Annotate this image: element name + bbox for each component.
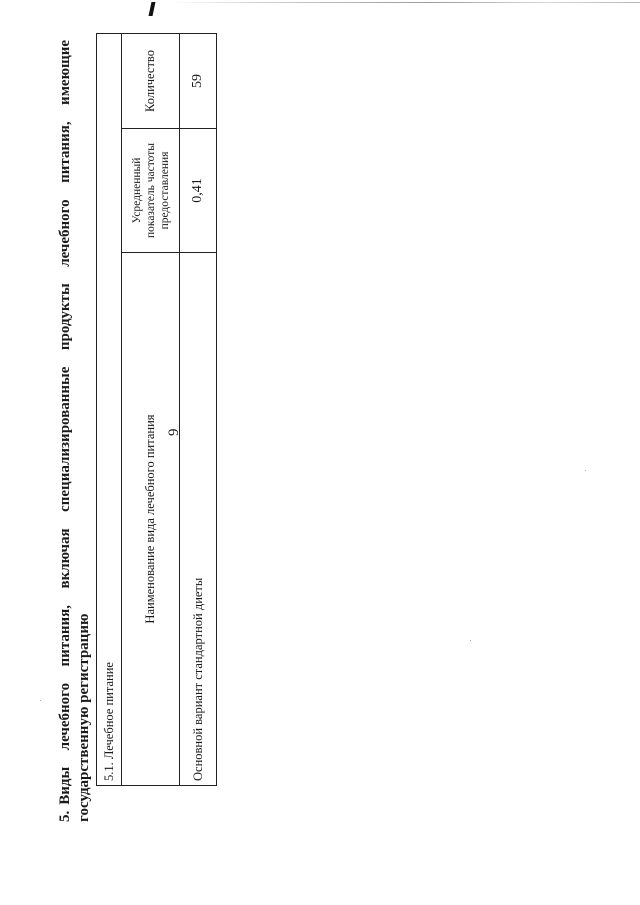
table-section-title: 5.1. Лечебное питание	[97, 33, 122, 785]
scan-artifact-mark	[149, 2, 156, 16]
scan-speck	[470, 640, 471, 641]
rotated-page-content	[56, 32, 226, 822]
scan-speck	[40, 700, 41, 701]
header-quantity: Количество	[122, 33, 180, 128]
section-number: 5.	[57, 810, 73, 822]
section-heading-text: Виды лечебного питания, включая специализированные продукты лечебного питания, имеющие государственную регистрацию	[57, 40, 92, 822]
table-header-row	[122, 33, 180, 785]
section-heading	[56, 40, 94, 822]
page-number: 9	[166, 428, 182, 436]
scan-border-line	[170, 2, 640, 3]
scan-speck	[585, 470, 586, 471]
cell-name: Основной вариант стандартной диеты	[180, 253, 217, 786]
header-indicator: Усредненный показатель частоты предоставления	[122, 129, 180, 253]
table-section-row	[97, 33, 122, 785]
nutrition-table	[96, 33, 217, 786]
header-name: Наименование вида лечебного питания	[122, 253, 180, 786]
table-row	[180, 33, 217, 785]
cell-indicator: 0,41	[180, 129, 217, 253]
cell-quantity: 59	[180, 33, 217, 128]
